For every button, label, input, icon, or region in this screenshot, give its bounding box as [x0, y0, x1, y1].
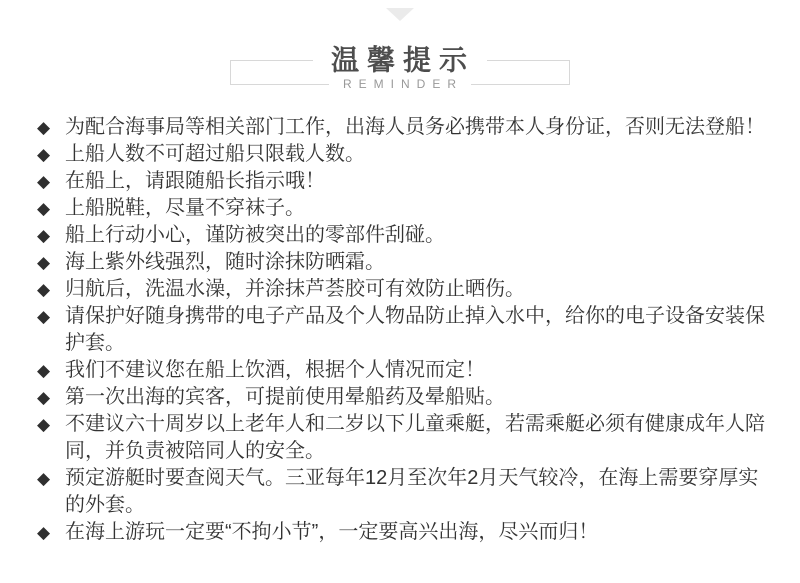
item-text: [65, 114, 770, 141]
item-line: 预定游艇时要查阅天气。三亚每年12月至次年2月天气较冷，在海上需要穿厚实: [65, 467, 759, 489]
item-text: [65, 384, 770, 411]
diamond-bullet-icon: ◆: [37, 118, 51, 137]
diamond-bullet-icon: ◆: [37, 388, 51, 407]
item-line: 请保护好随身携带的电子产品及个人物品防止掉入水中，给你的电子设备安装保: [65, 305, 765, 327]
item-line: 我们不建议您在船上饮酒，根据个人情况而定！: [65, 359, 485, 381]
item-line: 第一次出海的宾客，可提前使用晕船药及晕船贴。: [65, 386, 505, 408]
item-line: 护套。: [65, 332, 125, 354]
item-line: 上船人数不可超过船只限载人数。: [65, 143, 365, 165]
list-item: [37, 519, 770, 546]
item-text: [65, 303, 770, 357]
list-item: [37, 168, 770, 195]
list-item: [37, 303, 770, 357]
list-item: [37, 384, 770, 411]
item-text: [65, 357, 770, 384]
down-arrow-icon: [386, 8, 414, 21]
item-text: [65, 465, 770, 519]
item-text: [65, 276, 770, 303]
item-text: [65, 519, 770, 546]
item-line: 归航后，洗温水澡，并涂抹芦荟胶可有效防止晒伤。: [65, 278, 525, 300]
item-line: 海上紫外线强烈，随时涂抹防晒霜。: [65, 251, 385, 273]
list-item: [37, 114, 770, 141]
item-text: [65, 249, 770, 276]
diamond-bullet-icon: ◆: [37, 145, 51, 164]
reminder-list: [37, 114, 770, 546]
list-item: [37, 411, 770, 465]
item-text: [65, 411, 770, 465]
diamond-bullet-icon: ◆: [37, 280, 51, 299]
item-line: 不建议六十周岁以上老年人和二岁以下儿童乘艇，若需乘艇必须有健康成年人陪: [65, 413, 765, 435]
header: [230, 44, 570, 91]
item-line: 同，并负责被陪同人的安全。: [65, 440, 325, 462]
item-text: [65, 168, 770, 195]
diamond-bullet-icon: ◆: [37, 415, 51, 434]
diamond-bullet-icon: ◆: [37, 253, 51, 272]
item-text: [65, 141, 770, 168]
diamond-bullet-icon: ◆: [37, 172, 51, 191]
item-line: 船上行动小心，谨防被突出的零部件刮碰。: [65, 224, 445, 246]
list-item: [37, 222, 770, 249]
page-title: 温馨提示: [313, 46, 487, 77]
diamond-bullet-icon: ◆: [37, 523, 51, 542]
list-item: [37, 249, 770, 276]
list-item: [37, 465, 770, 519]
diamond-bullet-icon: ◆: [37, 199, 51, 218]
page-subtitle: REMINDER: [329, 77, 471, 91]
item-line: 上船脱鞋，尽量不穿袜子。: [65, 197, 305, 219]
list-item: [37, 141, 770, 168]
list-item: [37, 195, 770, 222]
list-item: [37, 357, 770, 384]
list-item: [37, 276, 770, 303]
diamond-bullet-icon: ◆: [37, 469, 51, 488]
item-line: 为配合海事局等相关部门工作，出海人员务必携带本人身份证，否则无法登船！: [65, 116, 765, 138]
item-text: [65, 222, 770, 249]
diamond-bullet-icon: ◆: [37, 226, 51, 245]
diamond-bullet-icon: ◆: [37, 361, 51, 380]
item-line: 的外套。: [65, 494, 145, 516]
item-line: 在船上，请跟随船长指示哦！: [65, 170, 325, 192]
item-line: 在海上游玩一定要“不拘小节”，一定要高兴出海，尽兴而归！: [65, 521, 599, 543]
item-text: [65, 195, 770, 222]
diamond-bullet-icon: ◆: [37, 307, 51, 326]
